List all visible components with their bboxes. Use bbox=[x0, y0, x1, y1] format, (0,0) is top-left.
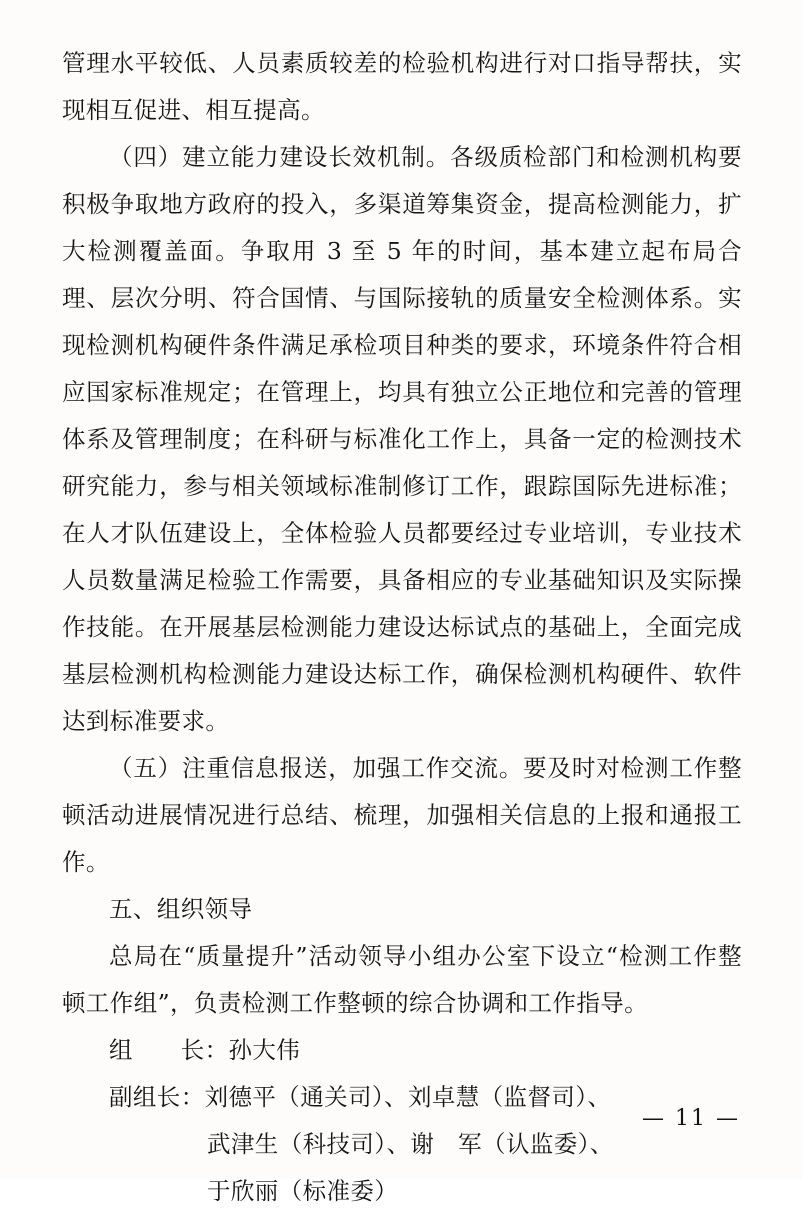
signature-deputy-leaders-line-2: 武津生（科技司）、谢 军（认监委）、 bbox=[207, 1130, 614, 1158]
signature-leader: 组 长：孙大伟 bbox=[109, 1036, 301, 1064]
signature-deputy-leaders-line-3: 于欣丽（标准委） bbox=[207, 1177, 399, 1205]
paragraph-continued: 管理水平较低、人员素质较差的检验机构进行对口指导帮扶，实现相互促进、相互提高。 bbox=[62, 49, 742, 124]
heading-organization-leadership: 五、组织领导 bbox=[109, 895, 253, 923]
signature-deputy-leaders-line-1: 副组长：刘德平（通关司）、刘卓慧（监督司）、 bbox=[109, 1083, 612, 1111]
paragraph-working-group: 总局在“质量提升”活动领导小组办公室下设立“检测工作整顿工作组”，负责检测工作整顿的综合协调和工作指导。 bbox=[62, 942, 742, 1017]
paragraph-item-five: （五）注重信息报送，加强工作交流。要及时对检测工作整顿活动进展情况进行总结、梳理，加强相关信息的上报和通报工作。 bbox=[62, 754, 742, 876]
page-number: — 11 — bbox=[642, 1106, 740, 1131]
paragraph-item-four: （四）建立能力建设长效机制。各级质检部门和检测机构要积极争取地方政府的投入，多渠道筹集资金，提高检测能力，扩大检测覆盖面。争取用 3 至 5 年的时间，基本建立起布局合理、层次分明、符合国情、与国际接轨的质量安全检测体系。实现检测机构硬件条件满足承检项目种类的要求，环境条件符合相应国家标准规定；在管理上，均具有独立公正地位和完善的管理体系及管理制度；在科研与标准化工作上，具备一定的检测技术研究能力，参与相关领域标准制修订工作，跟踪国际先进标准；在人才队伍建设上，全体检验人员都要经过专业培训，专业技术人员数量满足检验工作需要，具备相应的专业基础知识及实际操作技能。在开展基层检测能力建设达标试点的基础上，全面完成基层检测机构检测能力建设达标工作，确保检测机构硬件、软件达到标准要求。 bbox=[62, 143, 742, 735]
document-body bbox=[62, 40, 742, 1215]
